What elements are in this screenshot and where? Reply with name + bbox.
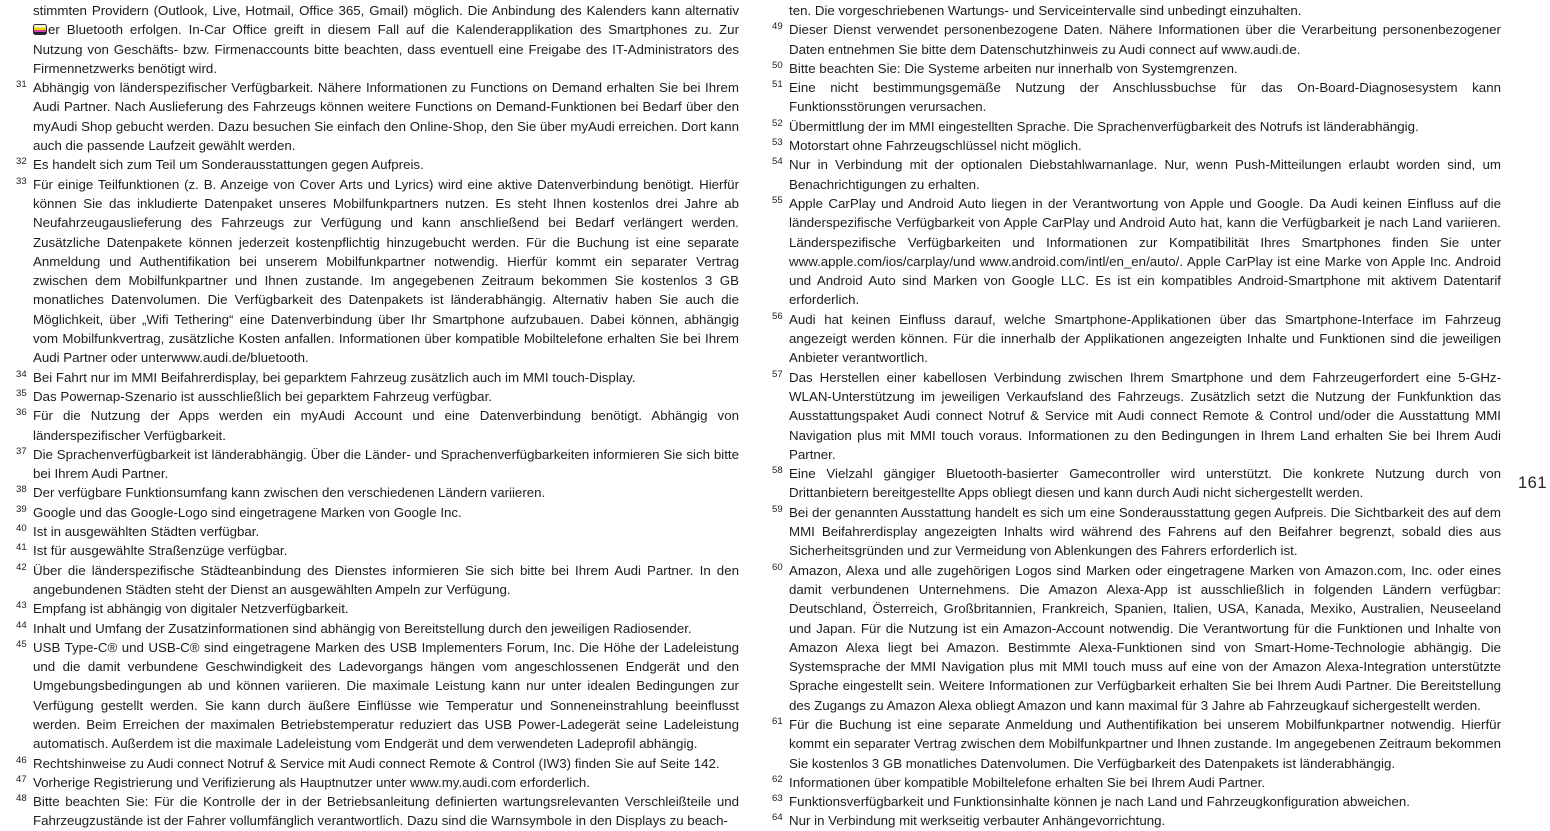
footnote-number: 36 <box>16 407 27 419</box>
footnote-number: 58 <box>772 465 783 477</box>
footnote-number: 45 <box>16 638 27 650</box>
footnote-number: 49 <box>772 21 783 33</box>
footnote-number: 44 <box>16 619 27 631</box>
footnote-36: 36 Für die Nutzung der Apps werden ein myAudi Account und eine Datenverbindung benötigt. Abhängig von länderspezifischer Verfügbarkeit. <box>16 407 739 443</box>
footnote-number: 59 <box>772 503 783 515</box>
footnote-number: 31 <box>16 79 27 91</box>
footnote-number: 62 <box>772 773 783 785</box>
color-bar-glitch-icon <box>33 24 47 35</box>
footnote-64: 64 Nur in Verbindung mit werkseitig verbauter Anhängevorrichtung. <box>772 812 1166 829</box>
footnote-38: 38 Der verfügbare Funktionsumfang kann zwischen den verschiedenen Ländern variieren. <box>16 484 546 501</box>
footnote-number: 55 <box>772 194 783 206</box>
footnote-35: 35 Das Powernap-Szenario ist ausschließlich bei geparktem Fahrzeug verfügbar. <box>16 387 492 404</box>
footnote-42: 42 Über die länderspezifische Städteanbindung des Dienstes informieren Sie sich bitte bei Ihrem Audi Partner. In den angebundenen Städten steht der Dienst an ausgewählten Ampeln zur Verfügung. <box>16 561 739 597</box>
footnote-54: 54 Nur in Verbindung mit der optionalen Diebstahlwarnanlage. Nur, wenn Push-Mitteilungen erlaubt worden sind, um Benachrichtigungen zu erhalten. <box>772 156 1501 192</box>
footnote-number: 41 <box>16 542 27 554</box>
footnotes-column-left <box>16 1 739 831</box>
footnote-61: 61 Für die Buchung ist eine separate Anmeldung und Authentifikation bei unserem Mobilfunkpartner notwendig. Hierfür kommt ein separater Vertrag zwischen dem Mobilfunkpartner und Ihnen zustande. Im angegebenen Zeitraum bekommen Sie kostenlos 3 GB monatliches Datenvolumen. Die Verfügbarkeit des Datenpakets ist länderabhängig. <box>772 715 1501 771</box>
footnote-number: 63 <box>772 793 783 805</box>
footnote-continuation: stimmten Providern (Outlook, Live, Hotmail, Office 365, Gmail) möglich. Die Anbindung des Kalenders kann alternativ er Bluetooth erfolgen. In-Car Office greift in diesem Fall auf die Kalenderapplikation des Smartphones zu. Zur Nutzung von Geschäfts- bzw. Firmenaccounts bitte beachten, dass eventuell eine Freigabe des IT-Administrators des Firmennetzwerks benötigt wird. <box>33 3 739 76</box>
footnote-52: 52 Übermittlung der im MMI eingestellten Sprache. Die Sprachenverfügbarkeit des Notrufs ist länderabhängig. <box>772 117 1419 134</box>
footnote-46: 46 Rechtshinweise zu Audi connect Notruf & Service mit Audi connect Remote & Control (IW3) finden Sie auf Seite 142. <box>16 754 720 771</box>
footnote-number: 53 <box>772 137 783 149</box>
footnote-33: 33 Für einige Teilfunktionen (z. B. Anzeige von Cover Arts und Lyrics) wird eine aktive Datenverbindung benötigt. Hierfür können Sie das inkludierte Datenpaket unseres Mobilfunkpartners nutzen. Es steht Ihnen kostenlos drei Jahre ab Neufahrzeugauslieferung des Fahrzeugs zur Verfügung und kann anschließend bei Bedarf verlängert werden. Zusätzliche Datenpakete können jederzeit kostenpflichtig hinzugebucht werden. Für die Buchung ist eine separate Anmeldung und Authentifikation bei unserem Mobilfunkpartner notwendig. Hierfür kommt ein separater Vertrag zwischen dem Mobilfunkpartner und Ihnen zustande. Im angegebenen Zeitraum bekommen Sie kostenlos 3 GB monatliches Datenvolumen. Die Verfügbarkeit des Datenpakets ist länderabhängig. Alternativ haben Sie auch die Möglichkeit, über „Wifi Tethering“ eine Datenverbindung über Ihr Smartphone aufzubauen. Dabei können, abhängig vom Mobilfunkvertrag, zusätzliche Kosten anfallen. Informationen über kompatible Mobiltelefone erhalten Sie bei Ihrem Audi Partner oder unterwww.audi.de/bluetooth. <box>16 175 739 366</box>
footnote-40: 40 Ist in ausgewählten Städten verfügbar. <box>16 523 260 540</box>
footnote-number: 38 <box>16 484 27 496</box>
footnote-62: 62 Informationen über kompatible Mobiltelefone erhalten Sie bei Ihrem Audi Partner. <box>772 773 1266 790</box>
footnote-51: 51 Eine nicht bestimmungsgemäße Nutzung der Anschlussbuchse für das On-Board-Diagnosesystem kann Funktionsstörungen verursachen. <box>772 79 1501 115</box>
footnote-47: 47 Vorherige Registrierung und Verifizierung als Hauptnutzer unter www.my.audi.com erforderlich. <box>16 773 591 790</box>
footnote-number: 35 <box>16 387 27 399</box>
footnote-number: 60 <box>772 561 783 573</box>
footnote-number: 32 <box>16 156 27 168</box>
footnote-37: 37 Die Sprachenverfügbarkeit ist länderabhängig. Über die Länder- und Sprachenverfügbarkeiten informieren Sie sich bitte bei Ihrem Audi Partner. <box>16 445 739 482</box>
footnote-number: 57 <box>772 368 783 380</box>
page-number: 161 <box>1517 474 1547 492</box>
footnote-55: 55 Apple CarPlay und Android Auto liegen in der Verantwortung von Apple und Google. Da Audi keinen Einfluss auf die länderspezifische Verfügbarkeit von Apple CarPlay und Android Auto hat, kann die Verfügbarkeit je nach Land variieren. Länderspezifische Verfügbarkeiten und Informationen zur Kompatibilität Ihres Smartphones finden Sie unter www.apple.com/ios/carplay/und www.android.com/intl/en_en/auto/. Apple CarPlay ist eine Marke von Apple Inc. Android und Android Auto sind Marken von Google LLC. Es ist ein kompatibles Android-Smartphone mit aktivem Datentarif erforderlich. <box>772 194 1501 308</box>
footnotes-column-right <box>772 1 1501 831</box>
footnote-56: 56 Audi hat keinen Einfluss darauf, welche Smartphone-Applikationen über das Smartphone-Interface im Fahrzeug angezeigt werden können. Für die innerhalb der Applikationen angezeigten Inhalte und Funktionen sind die jeweiligen Anbieter verantwortlich. <box>772 310 1501 366</box>
footnote-number: 43 <box>16 600 27 612</box>
footnote-59: 59 Bei der genannten Ausstattung handelt es sich um eine Sonderausstattung gegen Aufpreis. Die Sichtbarkeit des auf dem MMI Beifahrerdisplay angezeigten Inhalts wird während des Fahrens auf den Beifahrer begrenzt, sobald dies aus Sicherheitsgründen und zur Vermeidung von Ablenkungen des Fahrers erforderlich ist. <box>772 503 1501 559</box>
footnote-number: 50 <box>772 59 783 71</box>
footnote-number: 56 <box>772 310 783 322</box>
footnote-41: 41 Ist für ausgewählte Straßenzüge verfügbar. <box>16 542 288 559</box>
footnote-number: 47 <box>16 773 27 785</box>
footnote-number: 33 <box>16 175 27 187</box>
footnote-57: 57 Das Herstellen einer kabellosen Verbindung zwischen Ihrem Smartphone und dem Fahrzeugerfordert eine 5-GHz-WLAN-Unterstützung im jeweiligen Verkaufsland des Fahrzeugs. Zusätzlich setzt die Nutzung der Funkfunktion das Ausstattungspaket Audi connect Notruf & Service mit Audi connect Remote & Control und/oder die Ausstattung MMI Navigation plus mit MMI touch voraus. Informationen zu den Bedingungen in Ihrem Land erhalten Sie bei Ihrem Audi Partner. <box>772 368 1501 462</box>
footnote-34: 34 Bei Fahrt nur im MMI Beifahrerdisplay, bei geparktem Fahrzeug zusätzlich auch im MMI touch-Display. <box>16 368 636 385</box>
footnote-49: 49 Dieser Dienst verwendet personenbezogene Daten. Nähere Informationen über die Verarbeitung personenbezogener Daten entnehmen Sie bitte dem Datenschutzhinweis zu Audi connect auf www.audi.de. <box>772 21 1501 57</box>
footnote-63: 63 Funktionsverfügbarkeit und Funktionsinhalte können je nach Land und Fahrzeugkonfiguration abweichen. <box>772 793 1410 810</box>
footnote-45: 45 USB Type-C® und USB-C® sind eingetragene Marken des USB Implementers Forum, Inc. Die Höhe der Ladeleistung und die damit verbundene Geschwindigkeit des Ladevorgangs hängen vom angeschlossenen Endgerät und den Umgebungsbedingungen ab und können variieren. Die maximale Leistung kann nur unter idealen Bedingungen zur Verfügung gestellt werden. Sie kann durch äußere Einflüsse wie Temperatur und Sonneneinstrahlung beeinflusst werden. Beim Erreichen der maximalen Betriebstemperatur reduziert das USB Power-Ladegerät seine Ladeleistung automatisch. Außerdem ist die maximale Ladeleistung vom Endgerät und dem verwendeten Ladeprofil abhängig. <box>16 638 739 752</box>
footnote-50: 50 Bitte beachten Sie: Die Systeme arbeiten nur innerhalb von Systemgrenzen. <box>772 59 1238 76</box>
footnote-number: 46 <box>16 754 27 766</box>
footnote-continuation: ten. Die vorgeschriebenen Wartungs- und Serviceintervalle sind unbedingt einzuhalten. <box>789 3 1302 18</box>
footnote-number: 40 <box>16 523 27 535</box>
footnote-48: 48 Bitte beachten Sie: Für die Kontrolle der in der Betriebsanleitung definierten wartungsrelevanten Verschleißteile und Fahrzeugzustände ist der Fahrer vollumfänglich verantwortlich. Dazu sind die Warnsymbole in den Displays zu beach- <box>16 793 739 829</box>
footnote-31: 31 Abhängig von länderspezifischer Verfügbarkeit. Nähere Informationen zu Functions on Demand erhalten Sie bei Ihrem Audi Partner. Nach Auslieferung des Fahrzeugs können weitere Functions on Demand-Funktionen bei Bedarf über den myAudi Shop gebucht werden. Dazu besuchen Sie einfach den Online-Shop, den Sie über myAudi erreichen. Dort kann auch die passende Laufzeit gewählt werden. <box>16 79 739 154</box>
footnote-60: 60 Amazon, Alexa und alle zugehörigen Logos sind Marken oder eingetragene Marken von Amazon.com, Inc. oder eines damit verbundenen Unternehmens. Die Amazon Alexa-App ist ausschließlich in folgenden Ländern verfügbar: Deutschland, Österreich, Großbritannien, Frankreich, Spanien, Italien, USA, Kanada, Mexiko, Australien, Neuseeland und Japan. Für die Nutzung ist ein Amazon-Account notwendig. Die Verantwortung für die Funktionen und Inhalte von Amazon Alexa liegt bei Amazon. Bestimmte Alexa-Funktionen sind von Smart-Home-Technologie abhängig. Die Systemsprache der MMI Navigation plus mit MMI touch muss auf eine von der Amazon Alexa-Integration unterstützte Sprache eingestellt sein. Weitere Informationen zur Verfügbarkeit erhalten Sie bei Ihrem Audi Partner. Die Bereitstellung des Zugangs zu Amazon Alexa obliegt Amazon und kann maximal für 3 Jahre ab Fahrzeugkauf sichergestellt werden. <box>772 561 1501 713</box>
footnote-44: 44 Inhalt und Umfang der Zusatzinformationen sind abhängig von Bereitstellung durch den jeweiligen Radiosender. <box>16 619 692 636</box>
footnote-43: 43 Empfang ist abhängig von digitaler Netzverfügbarkeit. <box>16 600 349 617</box>
footnote-number: 42 <box>16 561 27 573</box>
footnote-39: 39 Google und das Google-Logo sind eingetragene Marken von Google Inc. <box>16 503 462 520</box>
footnote-number: 61 <box>772 715 783 727</box>
footnote-58: 58 Eine Vielzahl gängiger Bluetooth-basierter Gamecontroller wird unterstützt. Die konkrete Nutzung durch von Drittanbietern bereitgestellte Apps obliegt diesen und kann durch Audi nicht sichergestellt werden. <box>772 465 1501 501</box>
footnote-number: 39 <box>16 503 27 515</box>
footnote-number: 37 <box>16 445 27 457</box>
footnote-number: 54 <box>772 156 783 168</box>
footnote-number: 34 <box>16 368 27 380</box>
footnote-number: 64 <box>772 812 783 824</box>
footnote-number: 52 <box>772 117 783 129</box>
footnote-number: 51 <box>772 79 783 91</box>
footnote-53: 53 Motorstart ohne Fahrzeugschlüssel nicht möglich. <box>772 137 1082 154</box>
footnote-number: 48 <box>16 793 27 805</box>
footnote-32: 32 Es handelt sich zum Teil um Sonderausstattungen gegen Aufpreis. <box>16 156 424 173</box>
